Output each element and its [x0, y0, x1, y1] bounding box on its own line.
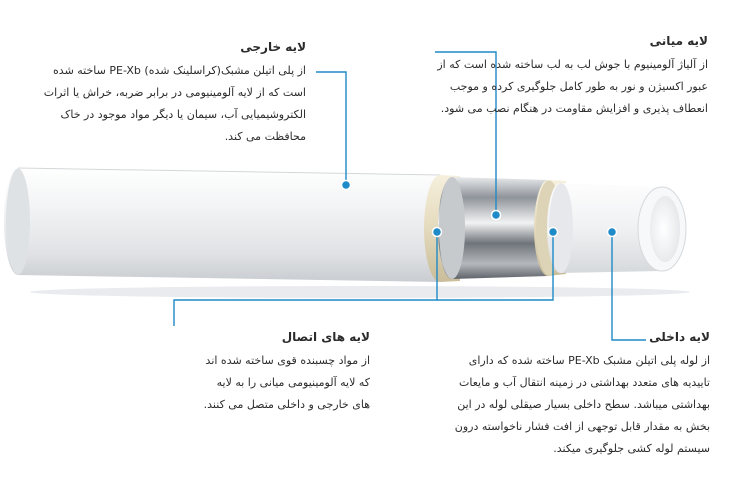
middle-layer-description: از آلیاژ آلومینیوم با جوش لب به لب ساخته شده است که از عبور اکسیژن و نور به طور کامل جلوگیری کرده و موجب انعطاف پذیری و افزایش مقاومت در هنگام نصب می شود.	[437, 58, 708, 115]
inner-layer-title: لایه داخلی	[649, 330, 710, 344]
pipe-shadow	[30, 286, 690, 298]
adhesive-layers-description: از مواد چسبنده قوی ساخته شده اند که لایه آلومینیومی میانی را به لایه های خارجی و داخلی متصل می کنند.	[203, 354, 370, 411]
middle-layer-title: لایه میانی	[649, 34, 708, 48]
dot-adhesive-left	[433, 228, 442, 237]
inner-layer-description: از لوله پلی اتیلن مشبک PE-Xb ساخته شده که دارای تاییدیه های متعدد بهداشتی در زمینه انتقال آب و مایعات بهداشتی میباشد. سطح داخلی بسیار صیقلی لوله در این بخش به مقدار قابل توجهی از افت فشار ناخواسته درون سیستم لوله کشی جلوگیری میکند.	[454, 354, 710, 455]
outer-layer-cap	[6, 169, 30, 275]
dot-outer	[342, 181, 351, 190]
dot-adhesive-right	[549, 228, 558, 237]
dot-inner	[608, 228, 617, 237]
adhesive-layers-title: لایه های اتصال	[281, 330, 370, 344]
leader-outer	[316, 72, 346, 185]
outer-layer-description: از پلی اتیلن مشبک(کراسلینک شده) PE-Xb ساخته شده است که از لایه آلومینیومی در برابر ضربه، خراش یا اثرات الکتروشیمیایی آب، سیمان یا دیگر مواد موجود در خاک محافظت می کند.	[43, 64, 306, 143]
callout-outer-layer	[30, 40, 306, 148]
outer-layer-shape	[4, 168, 440, 282]
callout-adhesive-layers	[200, 330, 370, 416]
callout-inner-layer	[438, 330, 710, 460]
callout-middle-layer	[428, 34, 708, 120]
dot-middle	[492, 211, 501, 220]
outer-layer-title: لایه خارجی	[240, 40, 306, 54]
